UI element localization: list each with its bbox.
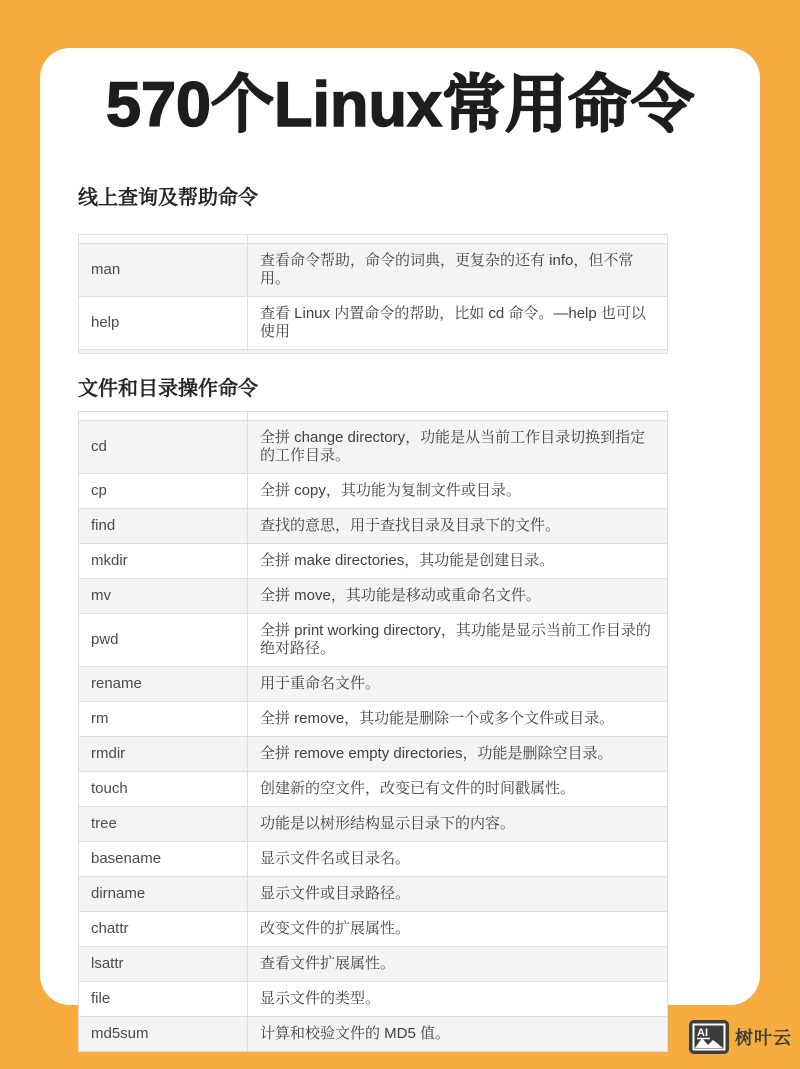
command-cell: md5sum — [79, 1016, 248, 1051]
table-row — [79, 666, 668, 701]
footer-logo-text: 树叶云 — [735, 1028, 792, 1048]
table-row — [79, 296, 668, 349]
command-cell: cp — [79, 473, 248, 508]
description-cell: 查看文件扩展属性。 — [248, 946, 668, 981]
description-cell: 全拼 move，其功能是移动或重命名文件。 — [248, 578, 668, 613]
command-cell: find — [79, 508, 248, 543]
command-cell: mkdir — [79, 543, 248, 578]
page-title: 570个Linux常用命令 — [105, 70, 695, 140]
description-cell: 全拼 copy，其功能为复制文件或目录。 — [248, 473, 668, 508]
help-commands-table — [78, 234, 668, 354]
description-cell: 全拼 remove，其功能是删除一个或多个文件或目录。 — [248, 701, 668, 736]
description-cell: 显示文件或目录路径。 — [248, 876, 668, 911]
table-row — [79, 543, 668, 578]
description-cell: 功能是以树形结构显示目录下的内容。 — [248, 806, 668, 841]
table-row — [79, 701, 668, 736]
description-cell: 全拼 remove empty directories，功能是删除空目录。 — [248, 736, 668, 771]
description-cell: 计算和校验文件的 MD5 值。 — [248, 1016, 668, 1051]
command-cell: rmdir — [79, 736, 248, 771]
command-cell: rename — [79, 666, 248, 701]
table-row — [79, 578, 668, 613]
table-row — [79, 473, 668, 508]
description-cell: 全拼 print working directory，其功能是显示当前工作目录的绝对路径。 — [248, 613, 668, 666]
table-row — [79, 806, 668, 841]
table-row — [79, 508, 668, 543]
table-row — [79, 736, 668, 771]
command-cell: chattr — [79, 911, 248, 946]
command-cell: touch — [79, 771, 248, 806]
cropped-row — [79, 234, 668, 243]
section-heading-file-dir-commands: 文件和目录操作命令 — [78, 377, 258, 400]
cropped-row — [79, 411, 668, 420]
command-cell: basename — [79, 841, 248, 876]
command-cell: file — [79, 981, 248, 1016]
footer-bar — [0, 1005, 800, 1069]
table-row — [79, 876, 668, 911]
description-cell: 显示文件的类型。 — [248, 981, 668, 1016]
content-area — [78, 181, 668, 1052]
description-cell: 改变文件的扩展属性。 — [248, 911, 668, 946]
command-cell: dirname — [79, 876, 248, 911]
command-cell: pwd — [79, 613, 248, 666]
ai-picture-icon — [689, 1019, 729, 1055]
table-row — [79, 243, 668, 296]
table-row — [79, 771, 668, 806]
file-dir-commands-table — [78, 411, 668, 1052]
table-row — [79, 420, 668, 473]
description-cell: 查找的意思，用于查找目录及目录下的文件。 — [248, 508, 668, 543]
description-cell: 全拼 change directory，功能是从当前工作目录切换到指定的工作目录。 — [248, 420, 668, 473]
cropped-row — [79, 349, 668, 353]
table-row — [79, 911, 668, 946]
svg-text:AI: AI — [697, 1027, 708, 1039]
description-cell: 用于重命名文件。 — [248, 666, 668, 701]
command-cell: mv — [79, 578, 248, 613]
description-cell: 创建新的空文件，改变已有文件的时间戳属性。 — [248, 771, 668, 806]
command-cell: man — [79, 243, 248, 296]
section-heading-help-commands: 线上查询及帮助命令 — [78, 186, 258, 209]
table-row — [79, 613, 668, 666]
command-cell: help — [79, 296, 248, 349]
description-cell: 显示文件名或目录名。 — [248, 841, 668, 876]
command-cell: lsattr — [79, 946, 248, 981]
command-cell: cd — [79, 420, 248, 473]
table-row — [79, 841, 668, 876]
description-cell: 查看命令帮助，命令的词典，更复杂的还有 info，但不常用。 — [248, 243, 668, 296]
command-cell: rm — [79, 701, 248, 736]
description-cell: 全拼 make directories，其功能是创建目录。 — [248, 543, 668, 578]
description-cell: 查看 Linux 内置命令的帮助，比如 cd 命令。—help 也可以使用 — [248, 296, 668, 349]
command-cell: tree — [79, 806, 248, 841]
table-row — [79, 946, 668, 981]
